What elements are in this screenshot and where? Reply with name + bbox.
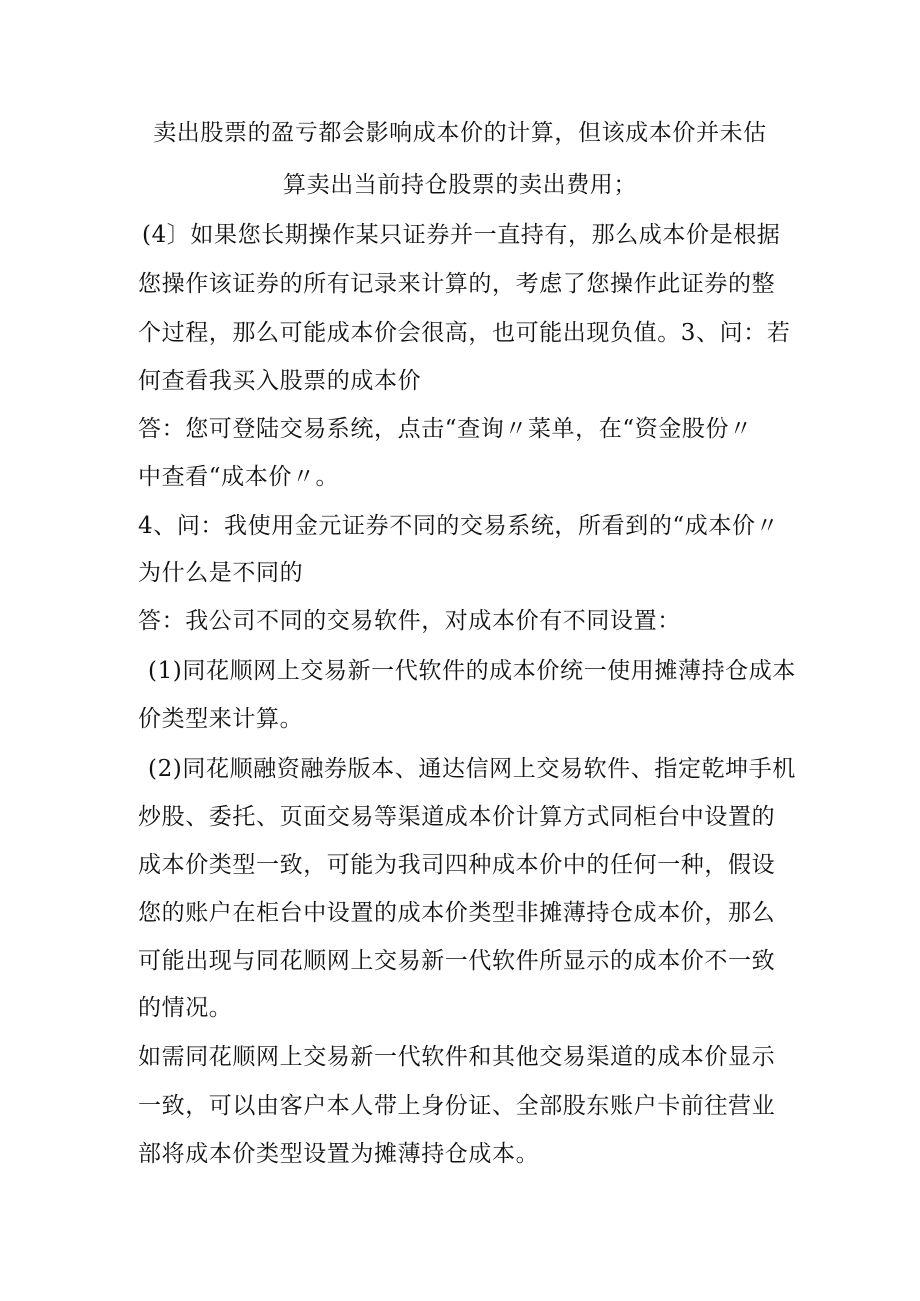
text-line-10: 为什么是不同的 bbox=[138, 560, 304, 586]
text-line-3: (4〕如果您长期操作某只证券并一直持有，那么成本价是根据 bbox=[142, 222, 781, 248]
text-line-6: 何查看我买入股票的成本价 bbox=[138, 368, 422, 394]
text-line-12: (1)同花顺网上交易新一代软件的成本价统一使用摊薄持仓成本 bbox=[148, 658, 796, 684]
text-line-20: 如需同花顺网上交易新一代软件和其他交易渠道的成本价显示 bbox=[138, 1044, 776, 1070]
text-line-18: 可能出现与同花顺网上交易新一代软件所显示的成本价不一致 bbox=[138, 948, 776, 974]
text-line-8: 中查看“成本价〃。 bbox=[138, 464, 340, 490]
text-line-9: 4、问：我使用金元证券不同的交易系统，所看到的“成本价〃 bbox=[138, 513, 780, 539]
text-line-16: 成本价类型一致，可能为我司四种成本价中的任何一种，假设 bbox=[138, 852, 776, 878]
text-line-2: 算卖出当前持仓股票的卖出费用； bbox=[283, 172, 637, 198]
text-line-13: 价类型来计算。 bbox=[138, 706, 304, 732]
text-line-22: 部将成本价类型设置为摊薄持仓成本。 bbox=[138, 1141, 540, 1167]
text-line-4: 您操作该证券的所有记录来计算的，考虑了您操作此证券的整 bbox=[138, 271, 776, 297]
text-line-19: 的情况。 bbox=[138, 995, 233, 1021]
text-line-7: 答：您可登陆交易系统，点击“查询〃菜单，在“资金股份〃 bbox=[138, 416, 753, 442]
text-line-15: 炒股、委托、页面交易等渠道成本价计算方式同柜台中设置的 bbox=[138, 804, 776, 830]
text-line-17: 您的账户在柜台中设置的成本价类型非摊薄持仓成本价，那么 bbox=[138, 900, 776, 926]
text-line-5: 个过程，那么可能成本价会很高，也可能出现负值。3、问：若 bbox=[138, 320, 791, 346]
text-line-21: 一致，可以由客户本人带上身份证、全部股东账户卡前往营业 bbox=[138, 1093, 776, 1119]
text-line-1: 卖出股票的盈亏都会影响成本价的计算，但该成本价并未估 bbox=[153, 120, 767, 146]
text-line-11: 答：我公司不同的交易软件，对成本价有不同设置： bbox=[138, 608, 681, 634]
text-line-14: (2)同花顺融资融券版本、通达信网上交易软件、指定乾坤手机 bbox=[148, 756, 796, 782]
